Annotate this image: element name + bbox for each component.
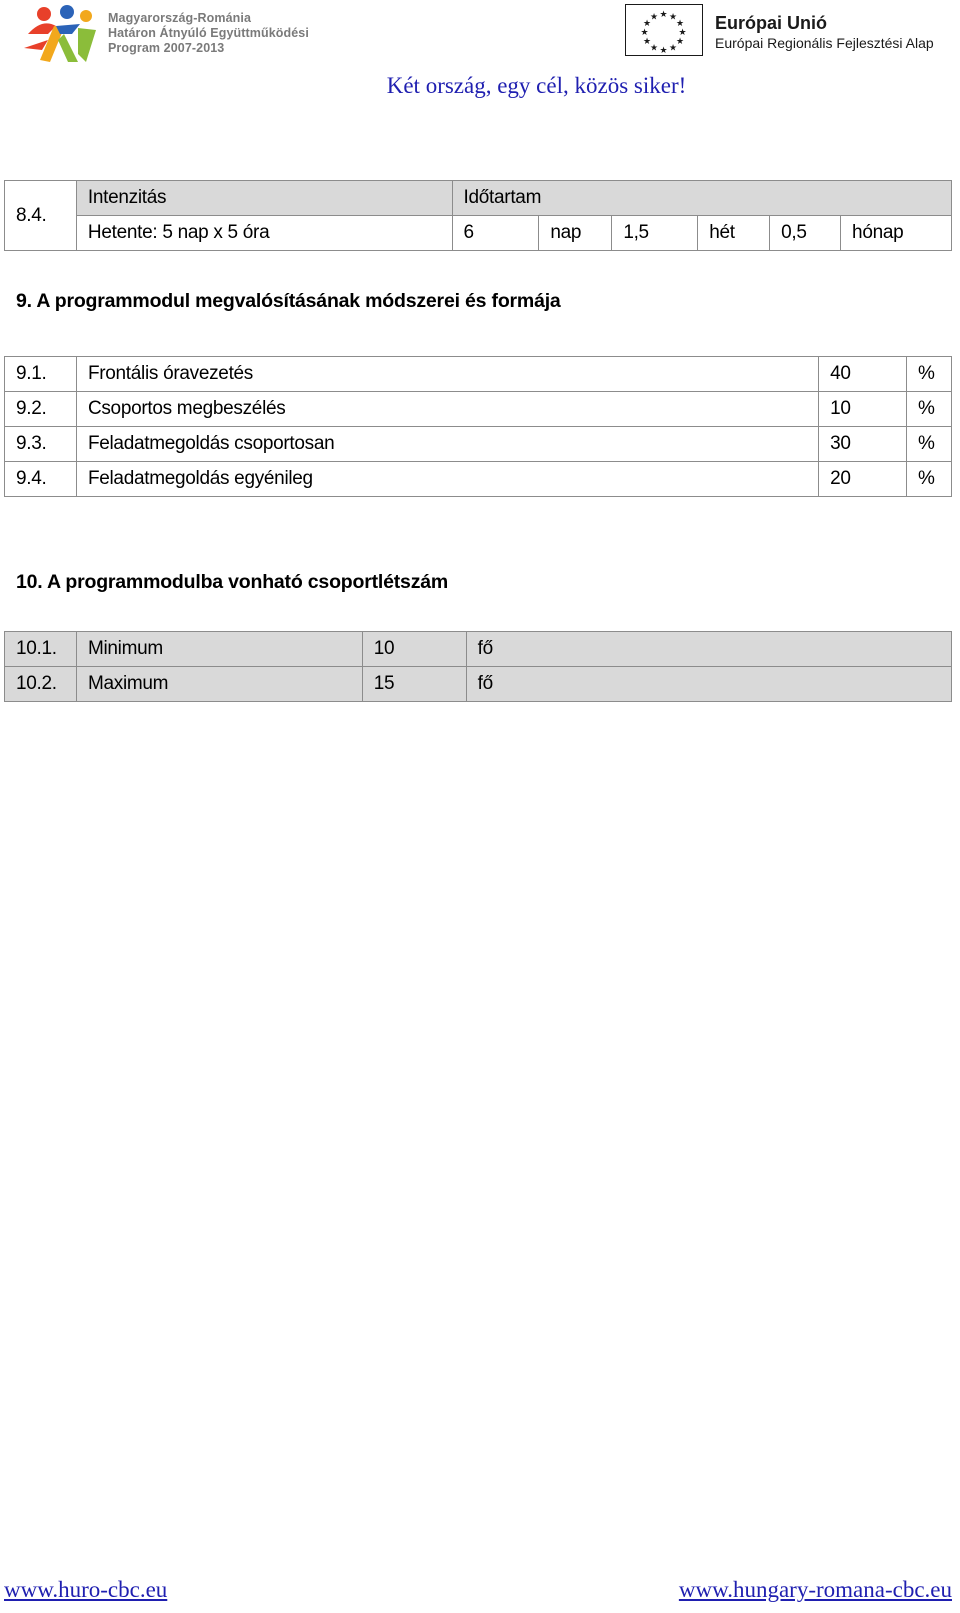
row-number: 9.4. bbox=[5, 462, 77, 497]
row-label: Csoportos megbeszélés bbox=[76, 392, 818, 427]
table-row bbox=[5, 462, 952, 497]
months-unit: hónap bbox=[841, 216, 952, 251]
intensity-row-number: 8.4. bbox=[5, 181, 77, 251]
program-logo bbox=[20, 4, 320, 64]
table-row bbox=[5, 357, 952, 392]
days-unit: nap bbox=[539, 216, 612, 251]
table-row bbox=[5, 392, 952, 427]
weeks-value: 1,5 bbox=[612, 216, 698, 251]
row-label: Frontális óravezetés bbox=[76, 357, 818, 392]
program-logo-line3: Program 2007-2013 bbox=[108, 41, 225, 55]
row-unit: % bbox=[907, 427, 952, 462]
svg-text:★: ★ bbox=[659, 10, 668, 20]
table-row bbox=[5, 427, 952, 462]
group-size-table bbox=[4, 631, 952, 702]
svg-text:★: ★ bbox=[659, 46, 668, 54]
row-number: 10.1. bbox=[5, 632, 77, 667]
eu-flag-icon bbox=[625, 4, 703, 56]
intensity-header: Intenzitás bbox=[76, 181, 452, 216]
weeks-unit: hét bbox=[698, 216, 770, 251]
intensity-value: Hetente: 5 nap x 5 óra bbox=[76, 216, 452, 251]
section-10-heading: 10. A programmodulba vonható csoportlétszám bbox=[16, 571, 449, 593]
page-header bbox=[0, 0, 960, 98]
row-unit: % bbox=[907, 462, 952, 497]
row-value: 15 bbox=[362, 667, 466, 702]
svg-text:★: ★ bbox=[649, 43, 659, 54]
row-number: 9.2. bbox=[5, 392, 77, 427]
svg-text:★: ★ bbox=[668, 12, 678, 23]
eu-logo bbox=[625, 4, 955, 60]
months-value: 0,5 bbox=[770, 216, 841, 251]
row-label: Maximum bbox=[76, 667, 362, 702]
row-unit: fő bbox=[466, 667, 951, 702]
duration-header: Időtartam bbox=[452, 181, 951, 216]
row-value: 30 bbox=[819, 427, 907, 462]
row-number: 10.2. bbox=[5, 667, 77, 702]
program-logo-line1: Magyarország-Románia bbox=[108, 11, 252, 25]
svg-text:★: ★ bbox=[649, 12, 659, 23]
svg-text:★: ★ bbox=[675, 37, 685, 47]
footer-link-huro[interactable]: www.huro-cbc.eu bbox=[4, 1577, 168, 1602]
table-row bbox=[5, 632, 952, 667]
row-value: 20 bbox=[819, 462, 907, 497]
svg-text:★: ★ bbox=[640, 28, 649, 38]
row-number: 9.1. bbox=[5, 357, 77, 392]
row-label: Feladatmegoldás csoportosan bbox=[76, 427, 818, 462]
svg-text:★: ★ bbox=[668, 43, 678, 54]
svg-text:★: ★ bbox=[642, 19, 652, 29]
row-value: 40 bbox=[819, 357, 907, 392]
program-logo-icon bbox=[20, 4, 106, 64]
row-number: 9.3. bbox=[5, 427, 77, 462]
row-unit: % bbox=[907, 357, 952, 392]
days-value: 6 bbox=[452, 216, 539, 251]
svg-text:★: ★ bbox=[642, 37, 652, 47]
row-label: Feladatmegoldás egyénileg bbox=[76, 462, 818, 497]
program-logo-line2: Határon Átnyúló Együttműködési bbox=[108, 26, 309, 40]
intensity-table bbox=[4, 180, 952, 251]
row-unit: % bbox=[907, 392, 952, 427]
row-unit: fő bbox=[466, 632, 951, 667]
motto: Két ország, egy cél, közös siker! bbox=[386, 73, 687, 98]
section-9-heading: 9. A programmodul megvalósításának módszerei és formája bbox=[16, 290, 561, 312]
row-value: 10 bbox=[362, 632, 466, 667]
svg-text:★: ★ bbox=[678, 28, 687, 38]
row-label: Minimum bbox=[76, 632, 362, 667]
svg-text:★: ★ bbox=[675, 19, 685, 29]
row-value: 10 bbox=[819, 392, 907, 427]
eu-subtitle: Európai Regionális Fejlesztési Alap bbox=[715, 35, 934, 51]
table-row bbox=[5, 667, 952, 702]
footer-link-hungary-romania[interactable]: www.hungary-romana-cbc.eu bbox=[678, 1577, 952, 1602]
methods-table bbox=[4, 356, 952, 497]
eu-title: Európai Unió bbox=[715, 13, 827, 33]
